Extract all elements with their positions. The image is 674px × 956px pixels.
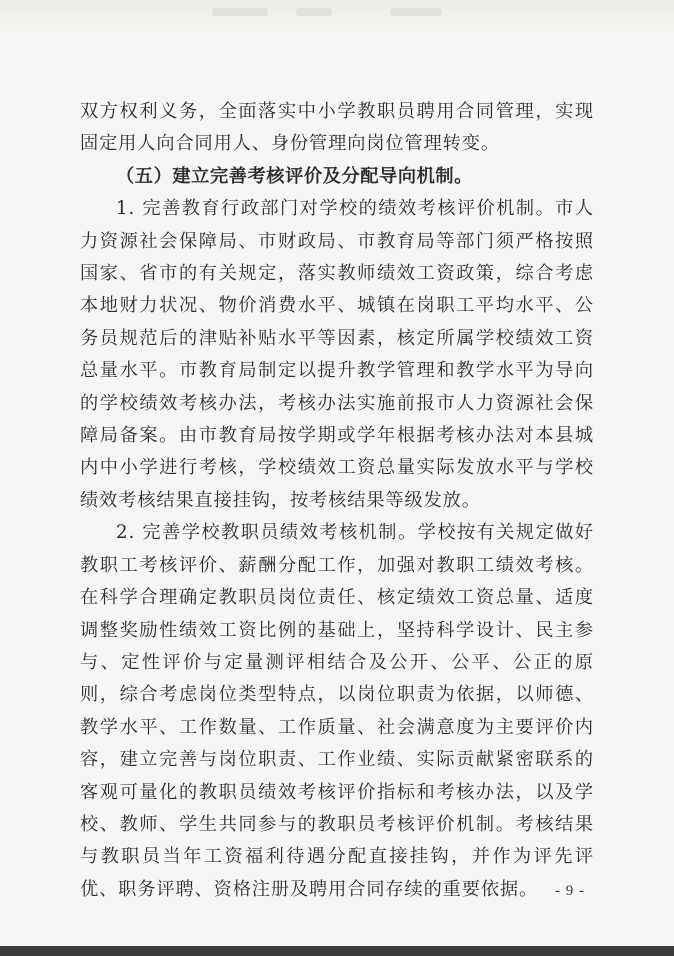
page-number: - 9 - xyxy=(555,883,585,899)
section-heading: （五）建立完善考核评价及分配导向机制。 xyxy=(116,165,473,187)
bleed-through-mark xyxy=(296,8,332,16)
paragraph-item-2: 2. 完善学校教职员绩效考核机制。学校按有关规定做好教职工考核评价、薪酬分配工作，加强对教职工绩效考核。在科学合理确定教职员岗位责任、核定绩效工资总量、适度调整奖励性绩效工资比例的基础上，坚持科学设计、民主参与、定性评价与定量测评相结合及公开、公平、公正的原则，综合考虑岗位类型特点，以岗位职责为依据，以师德、教学水平、工作数量、工作质量、社会满意度为主要评价内容，建立完善与岗位职责、工作业绩、实际贡献紧密联系的客观可量化的教职员绩效考核评价指标和考核办法，以及学校、教师、学生共同参与的教职员考核评价机制。考核结果与教职员当年工资福利待遇分配直接挂钩，并作为评先评优、职务评聘、资格注册及聘用合同存续的重要依据。 xyxy=(80,522,594,900)
bleed-through-mark xyxy=(212,8,268,16)
scan-top-shadow xyxy=(0,0,674,34)
paragraph-item-1: 1. 完善教育行政部门对学校的绩效考核评价机制。市人力资源社会保障局、市财政局、市教育局等部门须严格按照国家、省市的有关规定，落实教师绩效工资政策，综合考虑本地财力状况、物价消费水平、城镇在岗职工平均水平、公务员规范后的津贴补贴水平等因素，核定所属学校绩效工资总量水平。市教育局制定以提升教学管理和教学水平为导向的学校绩效考核办法，考核办法实施前报市人力资源社会保障局备案。由市教育局按学期或学年根据考核办法对本县城内中小学进行考核，学校绩效工资总量实际发放水平与学校绩效考核结果直接挂钩，按考核结果等级发放。 xyxy=(80,198,594,511)
scan-bottom-edge xyxy=(0,946,674,956)
bleed-through-mark xyxy=(390,8,442,16)
paragraph-continuation: 双方权利义务，全面落实中小学教职员聘用合同管理，实现固定用人向合同用人、身份管理向岗位管理转变。 xyxy=(80,101,594,155)
body-text xyxy=(80,96,594,906)
